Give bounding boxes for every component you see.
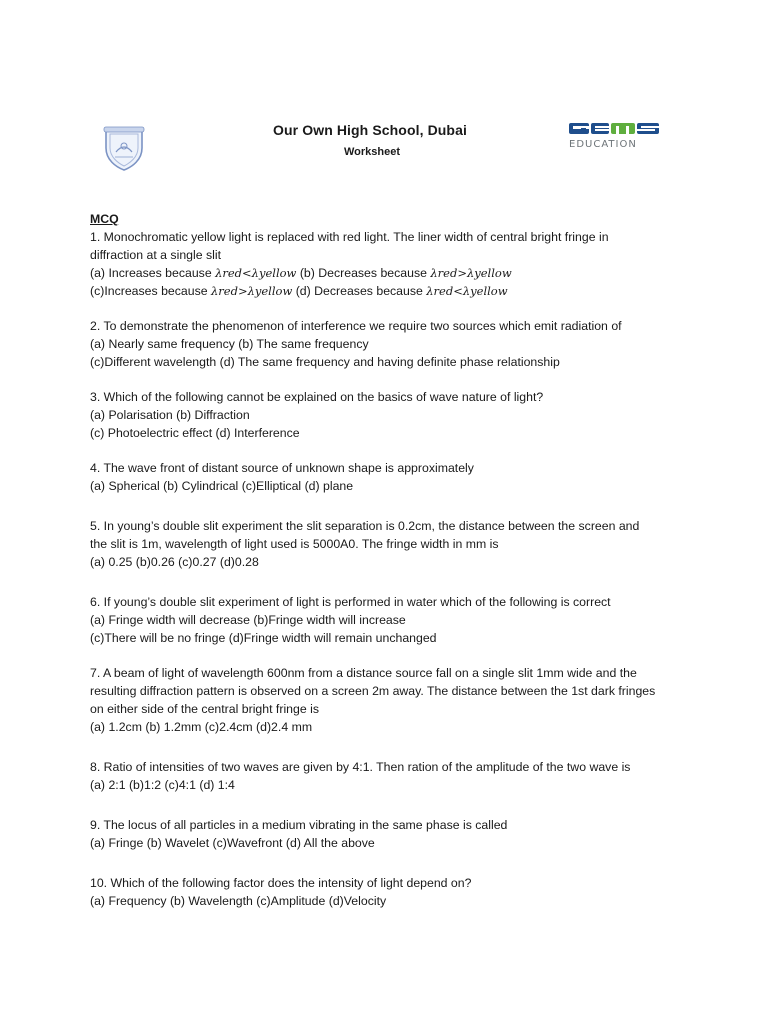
answer-options: (a) 1.2cm (b) 1.2mm (c)2.4cm (d)2.4 mm	[90, 720, 313, 734]
question-text: 6. If young’s double slit experiment of light is performed in water which of the following is correct	[90, 595, 611, 609]
question-2	[90, 317, 690, 371]
question-text: 4. The wave front of distant source of unknown shape is approximately	[90, 461, 474, 475]
question-9	[90, 816, 690, 852]
question-6	[90, 593, 690, 647]
question-text: 2. To demonstrate the phenomenon of interference we require two sources which emit radiation of	[90, 319, 622, 333]
formula: λred>λyellow	[210, 284, 293, 298]
question-text: 10. Which of the following factor does the intensity of light depend on?	[90, 876, 472, 890]
question-1	[90, 228, 690, 300]
gems-logo-mark	[569, 123, 659, 134]
question-text: 5. In young’s double slit experiment the slit separation is 0.2cm, the distance between the screen and	[90, 519, 640, 533]
answer-options: (c)There will be no fringe (d)Fringe width will remain unchanged	[90, 631, 437, 645]
answer-options: (a) Frequency (b) Wavelength (c)Amplitude (d)Velocity	[90, 894, 387, 908]
answer-options: (a) Fringe (b) Wavelet (c)Wavefront (d) All the above	[90, 836, 375, 850]
question-text: 9. The locus of all particles in a medium vibrating in the same phase is called	[90, 818, 508, 832]
question-text: 8. Ratio of intensities of two waves are given by 4:1. Then ration of the amplitude of the two wave is	[90, 760, 631, 774]
worksheet-label: Worksheet	[343, 146, 401, 158]
question-text: resulting diffraction pattern is observed on a screen 2m away. The distance between the 1st dark fringes	[90, 684, 656, 698]
question-5	[90, 517, 690, 571]
question-3	[90, 388, 690, 442]
answer-options: (a) Fringe width will decrease (b)Fringe width will increase	[90, 613, 406, 627]
answer-options: (c)Increases because λred>λyellow (d) Decreases because λred<λyellow	[90, 284, 508, 298]
question-text: diffraction at a single slit	[90, 248, 222, 262]
answer-options: (a) 2:1 (b)1:2 (c)4:1 (d) 1:4	[90, 778, 235, 792]
question-4	[90, 459, 690, 495]
formula: λred<λyellow	[426, 284, 508, 298]
question-text: the slit is 1m, wavelength of light used is 5000A0. The fringe width in mm is	[90, 537, 499, 551]
answer-options: (a) Polarisation (b) Diffraction	[90, 408, 250, 422]
gems-education-logo	[567, 121, 663, 151]
question-text: 7. A beam of light of wavelength 600nm from a distance source fall on a single slit 1mm wide and the	[90, 666, 637, 680]
answer-options: (a) Spherical (b) Cylindrical (c)Elliptical (d) plane	[90, 479, 354, 493]
formula: λred<λyellow	[215, 266, 297, 280]
school-name: Our Own High School, Dubai	[273, 122, 467, 138]
answer-options: (a) Nearly same frequency (b) The same frequency	[90, 337, 369, 351]
question-text: 1. Monochromatic yellow light is replaced with red light. The liner width of central bright fringe in	[90, 230, 609, 244]
question-text: on either side of the central bright fringe is	[90, 702, 319, 716]
question-7	[90, 664, 690, 736]
gems-education-text: EDUCATION	[569, 139, 637, 150]
worksheet-body	[90, 210, 690, 910]
question-text: 3. Which of the following cannot be explained on the basics of wave nature of light?	[90, 390, 544, 404]
answer-options: (a) 0.25 (b)0.26 (c)0.27 (d)0.28	[90, 555, 259, 569]
formula: λred>λyellow	[430, 266, 512, 280]
question-10	[90, 874, 690, 910]
answer-options: (a) Increases because λred<λyellow (b) Decreases because λred>λyellow	[90, 266, 512, 280]
answer-options: (c)Different wavelength (d) The same frequency and having definite phase relationship	[90, 355, 560, 369]
question-8	[90, 758, 690, 794]
answer-options: (c) Photoelectric effect (d) Interference	[90, 426, 300, 440]
section-heading: MCQ	[90, 212, 119, 226]
